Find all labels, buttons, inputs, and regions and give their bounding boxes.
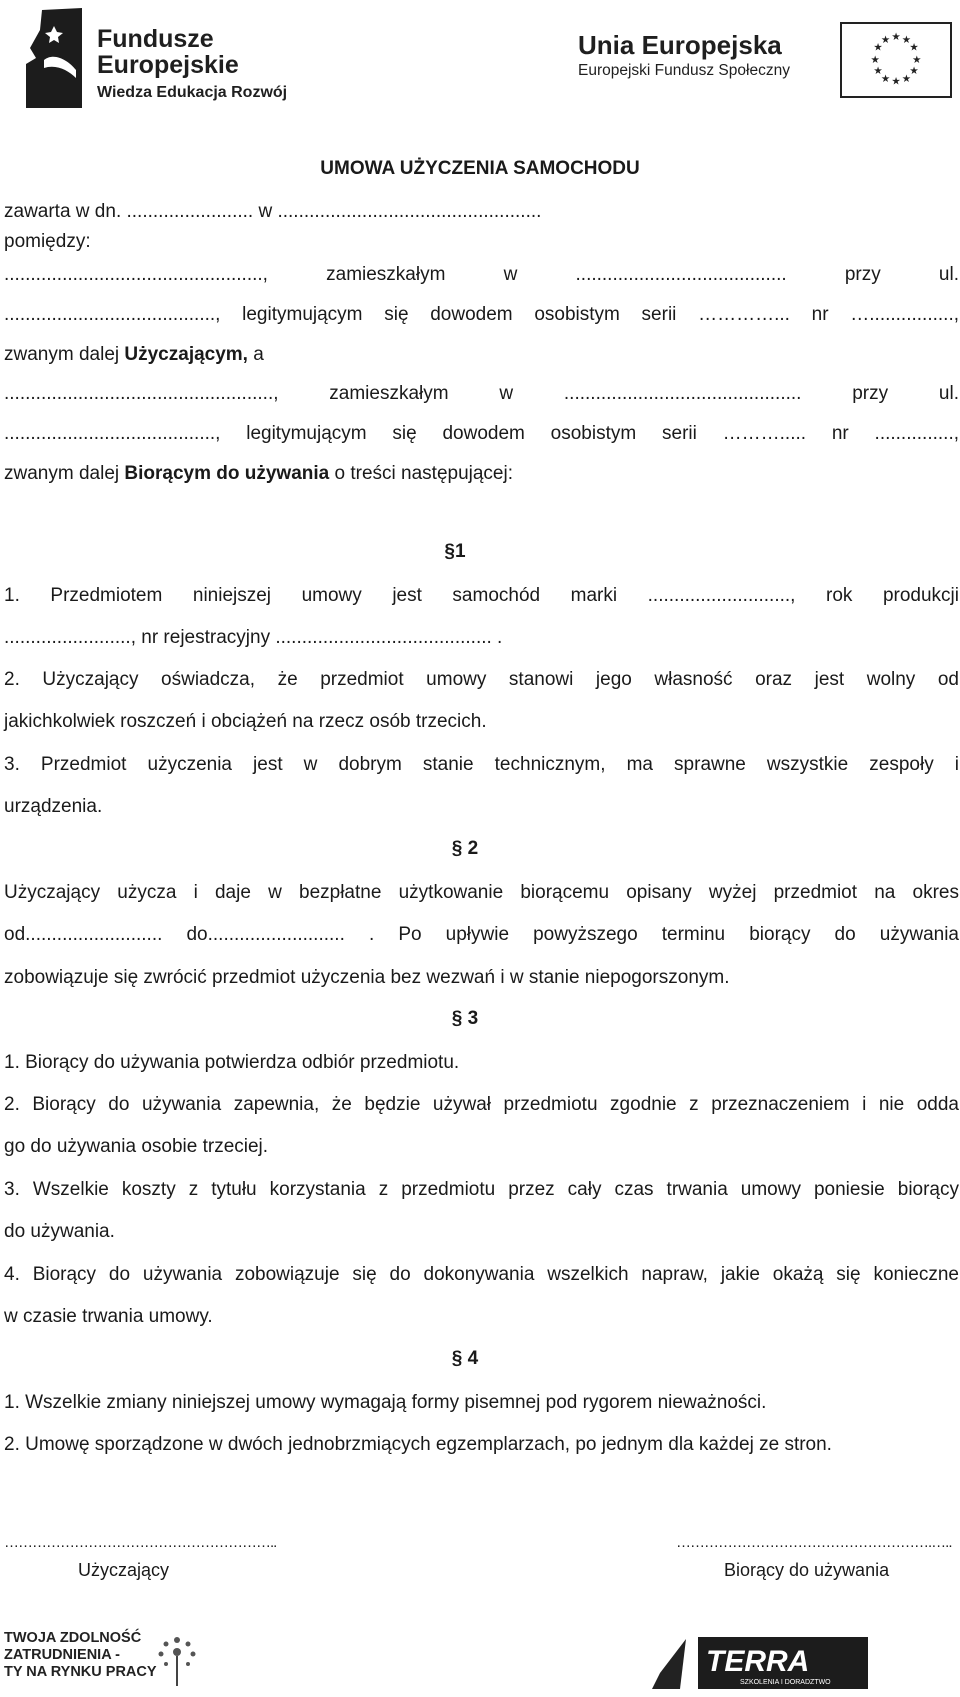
terra-name: TERRA: [706, 1645, 810, 1678]
s3-line-5: do używania.: [4, 1221, 115, 1242]
s3-line-1: 1. Biorący do używania potwierdza odbiór przedmiotu.: [4, 1052, 460, 1073]
svg-text:★: ★: [891, 75, 901, 88]
fundusze-europejskie-logo: [24, 8, 324, 108]
s3-line-6: 4. Biorący do używania zobowiązuje się do dokonywania wszelkich napraw, jakie okażą się konieczne: [4, 1264, 959, 1285]
page-header: [0, 0, 960, 120]
s4-line-1: 1. Wszelkie zmiany niniejszej umowy wymagają formy pisemnej pod rygorem nieważności.: [4, 1392, 767, 1413]
ue-subtitle: Europejski Fundusz Społeczny: [578, 62, 790, 79]
svg-text:★: ★: [870, 53, 880, 66]
s1-line-4: jakichkolwiek roszczeń i obciążeń na rzecz osób trzecich.: [4, 711, 487, 732]
signature-label-lender: Użyczający: [78, 1560, 170, 1580]
intro-between: pomiędzy:: [4, 231, 91, 252]
party2-role-prefix: zwanym dalej: [4, 463, 125, 484]
party2-role-name: Biorącym do używania: [124, 463, 330, 484]
party1-id-line: ........................................, legitymującym się dowodem osobistym serii …………... nr …................,: [4, 304, 959, 325]
svg-text:★: ★: [891, 31, 901, 44]
terra-sub: SZKOLENIA I DORADZTWO: [740, 1679, 831, 1686]
svg-text:★: ★: [880, 33, 891, 46]
dandelion-icon: [152, 1630, 202, 1688]
section-2-heading: § 2: [451, 838, 479, 859]
s3-line-2: 2. Biorący do używania zapewnia, że będzie używał przedmiotu zgodnie z przeznaczeniem i nie odda: [4, 1094, 959, 1115]
fundusze-europejskie-mark-icon: [24, 8, 82, 108]
s4-line-2: 2. Umowę sporządzone w dwóch jednobrzmiących egzemplarzach, po jednym dla każdej ze stron.: [4, 1434, 832, 1455]
s1-line-6: urządzenia.: [4, 796, 103, 817]
terra-logo-icon: [650, 1633, 870, 1691]
s2-line-2: od.......................... do.......................... . Po upływie powyższego terminu biorący do używania: [4, 924, 959, 945]
party1-role-prefix: zwanym dalej: [4, 344, 125, 365]
party1-address-line: ................................................., zamieszkałym w ........................................ przy ul.: [4, 264, 959, 285]
tz-line-2: ZATRUDNIENIA -: [4, 1647, 120, 1663]
section-4-heading: § 4: [451, 1348, 479, 1369]
s2-line-3: zobowiązuje się zwrócić przedmiot użyczenia bez wezwań i w stanie niepogorszonym.: [4, 967, 730, 988]
s1-line-3: 2. Użyczający oświadcza, że przedmiot umowy stanowi jego własność oraz jest wolny od: [4, 669, 959, 690]
signature-label-borrower: Biorący do używania: [724, 1560, 890, 1580]
fe-line-1: Fundusze: [97, 25, 214, 53]
s3-line-7: w czasie trwania umowy.: [4, 1306, 213, 1327]
svg-text:★: ★: [909, 65, 919, 78]
fundusze-europejskie-wordmark: [97, 26, 287, 104]
party1-role-name: Użyczającym,: [124, 344, 248, 365]
tz-line-3: TY NA RYNKU PRACY: [4, 1664, 157, 1680]
svg-text:★: ★: [912, 53, 922, 66]
svg-text:★: ★: [880, 72, 891, 85]
terra-logo: [650, 1633, 870, 1691]
fe-line-2: Europejskie: [97, 51, 239, 79]
s2-line-1: Użyczający użycza i daje w bezpłatne użytkowanie biorącemu opisany wyżej przedmiot na okres: [4, 882, 959, 903]
svg-text:★: ★: [909, 41, 919, 54]
party2-role-line: [4, 461, 959, 487]
party2-id-line: ........................................, legitymującym się dowodem osobistym serii ………..... nr ...............,: [4, 423, 959, 444]
section-1-heading: §1: [444, 541, 466, 562]
ue-title: Unia Europejska: [578, 30, 782, 60]
s1-line-1: 1. Przedmiotem niniejszej umowy jest samochód marki ..........................., rok produkcji: [4, 585, 959, 606]
fe-line-3: Wiedza Edukacja Rozwój: [97, 84, 288, 101]
twoja-zdolnosc-logo: [4, 1630, 204, 1692]
svg-text:★: ★: [901, 72, 912, 85]
svg-text:★: ★: [873, 65, 883, 78]
unia-europejska-logo: [578, 22, 958, 102]
party1-role-line: [4, 342, 959, 368]
s1-line-2: ........................, nr rejestracyjny ......................................... .: [4, 627, 503, 648]
signature-line-lender: …………………………………………………..: [4, 1534, 277, 1551]
document-title: UMOWA UŻYCZENIA SAMOCHODU: [320, 158, 640, 179]
svg-text:★: ★: [873, 41, 883, 54]
party2-address-line: ..................................................., zamieszkałym w ............................................. przy ul.: [4, 383, 959, 404]
tz-line-1: TWOJA ZDOLNOŚĆ: [4, 1630, 142, 1646]
party2-role-suffix: o treści następującej:: [329, 463, 513, 484]
eu-flag-icon: [840, 22, 952, 98]
signature-line-borrower: ……………………………………………….…..: [676, 1534, 952, 1551]
svg-text:★: ★: [901, 33, 912, 46]
s3-line-4: 3. Wszelkie koszty z tytułu korzystania z przedmiotu przez cały czas trwania umowy poniesie biorący: [4, 1179, 959, 1200]
s1-line-5: 3. Przedmiot użyczenia jest w dobrym stanie technicznym, ma sprawne wszystkie zespoły i: [4, 754, 959, 775]
ue-wordmark: [578, 30, 790, 82]
intro-date-line: zawarta w dn. ........................ w ..................................................: [4, 201, 542, 222]
section-3-heading: § 3: [451, 1008, 479, 1029]
s3-line-3: go do używania osobie trzeciej.: [4, 1136, 269, 1157]
party1-role-suffix: a: [247, 344, 264, 365]
